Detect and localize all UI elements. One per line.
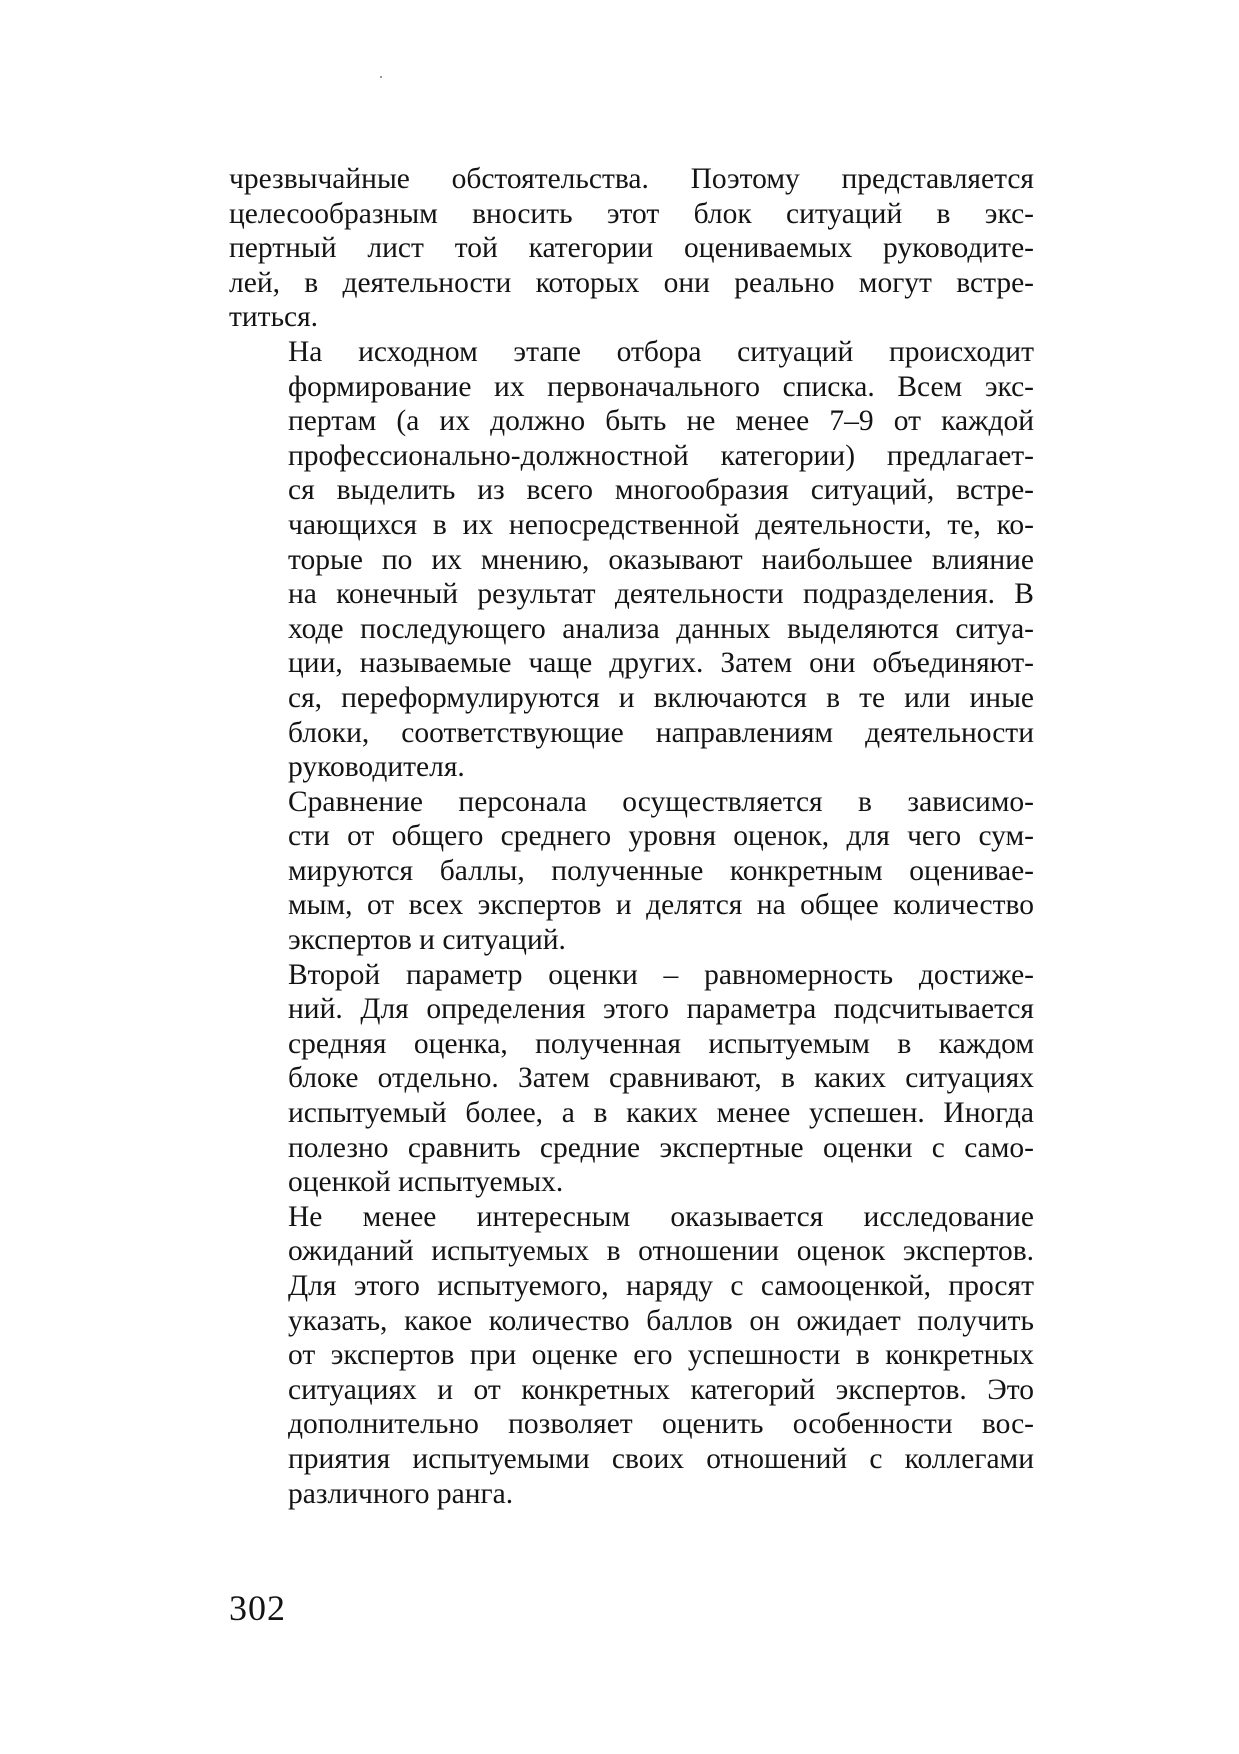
text-line: ходе последующего анализа данных выделяются ситуа- — [288, 612, 1034, 645]
text-line: блоки, соответствующие направлениям деятельности — [288, 716, 1034, 749]
text-line: мым, от всех экспертов и делятся на общее количество — [288, 889, 1034, 922]
text-line: чающихся в их непосредственной деятельности, те, ко- — [288, 508, 1034, 541]
text-line: средняя оценка, полученная испытуемым в каждом — [288, 1027, 1034, 1060]
text-line: ний. Для определения этого параметра подсчитывается — [288, 993, 1034, 1026]
text-line: различного ранга. — [288, 1477, 514, 1510]
text-line: приятия испытуемыми своих отношений с коллегами — [288, 1442, 1034, 1475]
text-line: лей, в деятельности которых они реально могут встре- — [229, 266, 1034, 299]
scan-speck — [380, 76, 382, 78]
text-line: ся выделить из всего многообразия ситуаций, встре- — [288, 474, 1034, 507]
text-line: мируются баллы, полученные конкретным оценивае- — [288, 854, 1034, 887]
text-line: полезно сравнить средние экспертные оценки с само- — [288, 1131, 1034, 1164]
text-line: сти от общего среднего уровня оценок, для чего сум- — [288, 820, 1034, 853]
text-line: Второй параметр оценки – равномерность достиже- — [288, 958, 1034, 991]
text-line: Не менее интересным оказывается исследование — [288, 1200, 1034, 1233]
paragraph — [229, 1200, 1034, 1511]
text-line: оценкой испытуемых. — [288, 1166, 564, 1199]
text-line: ожиданий испытуемых в отношении оценок экспертов. — [288, 1235, 1034, 1268]
text-line: ции, называемые чаще других. Затем они объединяют- — [288, 647, 1034, 680]
text-line: титься. — [229, 301, 319, 334]
text-line: блоке отдельно. Затем сравнивают, в каких ситуациях — [288, 1062, 1034, 1095]
text-line: чрезвычайные обстоятельства. Поэтому представляется — [229, 163, 1034, 195]
body-text — [229, 162, 1034, 1511]
text-line: испытуемый более, а в каких менее успешен. Иногда — [288, 1097, 1034, 1130]
paragraph — [229, 335, 1034, 785]
paragraph — [229, 958, 1034, 1200]
text-line: на конечный результат деятельности подразделения. В — [288, 578, 1034, 611]
paragraph — [229, 162, 1034, 335]
text-line: торые по их мнению, оказывают наибольшее влияние — [288, 543, 1034, 576]
text-line: дополнительно позволяет оценить особенности вос- — [288, 1408, 1034, 1441]
text-line: формирование их первоначального списка. Всем экс- — [288, 370, 1034, 403]
text-line: Для этого испытуемого, наряду с самооценкой, просят — [288, 1270, 1034, 1302]
text-line: экспертов и ситуаций. — [288, 924, 566, 957]
text-line: ся, переформулируются и включаются в те или иные — [288, 681, 1034, 714]
text-line: указать, какое количество баллов он ожидает получить — [288, 1304, 1034, 1337]
text-line: руководителя. — [288, 751, 465, 784]
text-line: от экспертов при оценке его успешности в конкретных — [288, 1339, 1034, 1372]
text-line: пертам (а их должно быть не менее 7–9 от каждой — [288, 405, 1034, 438]
paragraph — [229, 785, 1034, 958]
page-number: 302 — [229, 1588, 286, 1628]
text-line: целесообразным вносить этот блок ситуаций в экс- — [229, 197, 1034, 230]
text-line: Сравнение персонала осуществляется в зависимо- — [288, 785, 1034, 818]
text-line: пертный лист той категории оцениваемых руководите- — [229, 232, 1034, 265]
text-line: ситуациях и от конкретных категорий экспертов. Это — [288, 1373, 1034, 1406]
text-line: профессионально-должностной категории) предлагает- — [288, 439, 1034, 472]
text-line: На исходном этапе отбора ситуаций происходит — [288, 335, 1034, 368]
